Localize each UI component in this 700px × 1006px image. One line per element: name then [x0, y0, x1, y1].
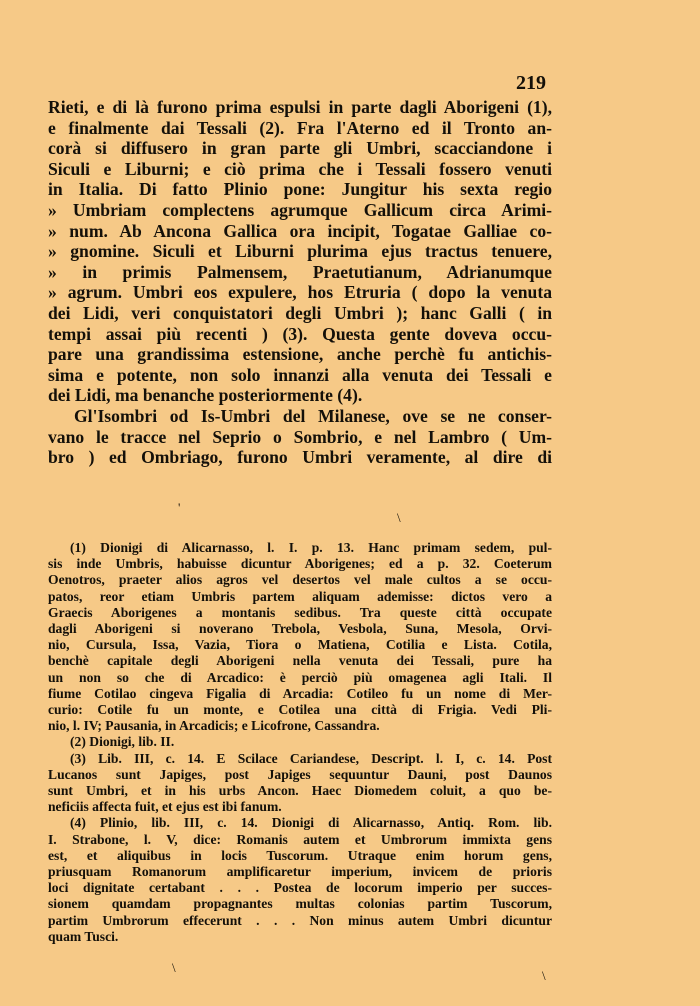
stray-mark: \ — [542, 968, 546, 983]
body-line: dei Lidi, veri conquistatori degli Umbri ); hanc Galli ( in — [48, 302, 552, 323]
footnote-line: (1) Dionigi di Alicarnasso, l. I. p. 13. Hanc primam sedem, pul- — [70, 540, 552, 555]
footnote-line: nio, l. IV; Pausania, in Arcadicis; e Licofrone, Cassandra. — [48, 718, 380, 734]
page-number: 219 — [516, 72, 546, 94]
footnote-line: sionem quamdam propagnantes multas colonias partim Tuscorum, — [48, 896, 552, 912]
footnote-line: benchè capitale degli Aborigeni nella venuta dei Tessali, pure ha — [48, 653, 552, 669]
footnote-line: I. Strabone, l. V, dice: Romanis autem et Umbrorum immixta gens — [48, 831, 552, 847]
footnote-line: priusquam Romanorum amplificaretur imperium, invicem de prioris — [48, 864, 552, 880]
body-line: tempi assai più recenti ) (3). Questa gente doveva occu- — [48, 323, 552, 344]
body-line: » agrum. Umbri eos expulere, hos Etruria ( dopo la venuta — [48, 282, 552, 303]
footnote-line: (4) Plinio, lib. III, c. 14. Dionigi di Alicarnasso, Antiq. Rom. lib. — [70, 815, 552, 831]
footnote-line: fiume Cotilao cingeva Figalia di Arcadia: Cotileo fu un nome di Mer- — [48, 685, 552, 701]
body-line: » gnomine. Siculi et Liburni plurima ejus tractus tenuere, — [48, 241, 552, 262]
footnote-line: loci dignitate certabant . . . Postea de locorum imperio per succes- — [48, 880, 552, 896]
footnote-line: (2) Dionigi, lib. II. — [70, 734, 175, 750]
footnote-line: dagli Aborigeni si noverano Trebola, Vesbola, Suna, Mesola, Orvi- — [48, 621, 552, 637]
body-line: pare una grandissima estensione, anche perchè fu antichis- — [48, 344, 552, 365]
stray-mark: \ — [397, 510, 401, 525]
body-line: dei Lidi, ma benanche posteriormente (4). — [48, 385, 363, 406]
footnote-line: Graecis Aborigenes a montanis sedibus. Tra queste città occupate — [48, 604, 552, 620]
footnote-line: est, et aliquibus in locis Tuscorum. Utraque enim horum gens, — [48, 847, 552, 863]
body-line: vano le tracce nel Seprio o Sombrio, e nel Lambro ( Um- — [48, 426, 552, 447]
footnotes — [48, 540, 552, 945]
body-line: corà si diffusero in gran parte gli Umbri, scacciandone i — [48, 138, 552, 159]
body-line: Siculi e Liburni; e ciò prima che i Tessali fossero venuti — [48, 158, 552, 179]
body-line: sima e potente, non solo innanzi alla venuta dei Tessali e — [48, 364, 552, 385]
body-line: bro ) ed Ombriago, furono Umbri veramente, al dire di — [48, 447, 552, 468]
footnote-line: partim Umbrorum effecerunt . . . Non minus autem Umbri dicuntur — [48, 912, 552, 928]
body-line: » num. Ab Ancona Gallica ora incipit, Togatae Galliae co- — [48, 220, 552, 241]
body-line: e finalmente dai Tessali (2). Fra l'Aterno ed il Tronto an- — [48, 117, 552, 138]
body-line: » Umbriam complectens agrumque Gallicum circa Arimi- — [48, 199, 552, 220]
footnote-line: un non so che di Arcadico: è perciò più omagenea agli Itali. Il — [48, 669, 552, 685]
stray-mark: \ — [172, 960, 176, 975]
footnote-line: quam Tusci. — [48, 928, 119, 944]
footnote-line: nio, Cursula, Issa, Vazia, Tiora o Matiena, Cotilia e Lista. Cotila, — [48, 637, 552, 653]
body-line: Gl'Isombri od Is-Umbri del Milanese, ove se ne conser- — [74, 405, 552, 426]
footnote-line: Oenotros, praeter alios agros vel desertos vel male cultos a se occu- — [48, 572, 552, 588]
footnote-line: sis inde Umbris, habuisse dicuntur Aborigenes; ed a p. 32. Coeterum — [48, 556, 552, 572]
footnote-line: sunt Umbri, et in his urbs Ancon. Haec Diomedem coluit, a quo be- — [48, 783, 552, 799]
footnote-line: Lucanos sunt Japiges, post Japiges sequuntur Dauni, post Daunos — [48, 766, 552, 782]
stray-mark: ' — [178, 500, 181, 515]
footnote-line: patos, reor etiam Umbris partem aliquam ademisse: dictos vero a — [48, 588, 552, 604]
body-text — [48, 97, 552, 468]
footnote-line: curio: Cotile fu un monte, e Cotilea una città di Frigia. Vedi Pli- — [48, 702, 552, 718]
footnote-line: neficiis affecta fuit, et ejus est ibi fanum. — [48, 799, 282, 815]
body-line: » in primis Palmensem, Praetutianum, Adrianumque — [48, 261, 552, 282]
body-line: in Italia. Di fatto Plinio pone: Jungitur his sexta regio — [48, 179, 552, 200]
body-line: Rieti, e di là furono prima espulsi in parte dagli Aborigeni (1), — [48, 97, 552, 117]
footnote-line: (3) Lib. III, c. 14. E Scilace Cariandese, Descript. l. I, c. 14. Post — [70, 750, 552, 766]
